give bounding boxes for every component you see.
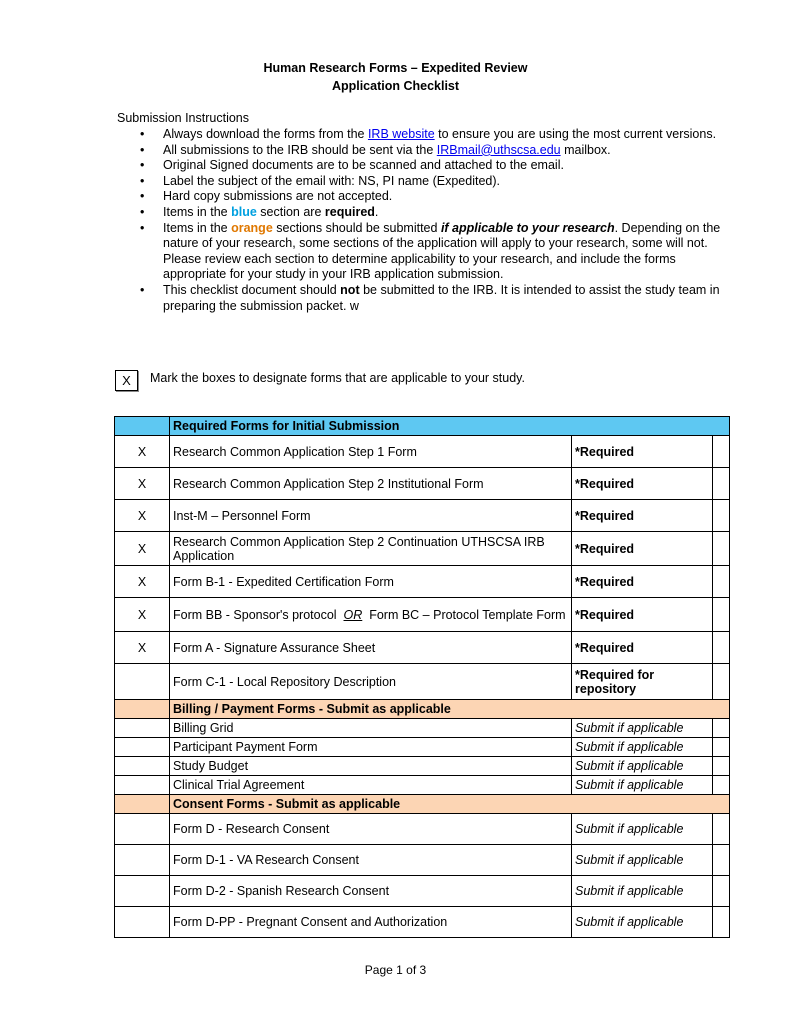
form-name: Research Common Application Step 1 Form: [170, 436, 572, 468]
instruction-item: • Label the subject of the email with: NS, PI name (Expedited).: [140, 174, 730, 190]
form-checkbox[interactable]: [115, 664, 170, 700]
mark-instructions: Mark the boxes to designate forms that are applicable to your study.: [150, 371, 525, 385]
table-row: [115, 876, 730, 907]
example-checkbox[interactable]: X: [115, 370, 138, 391]
form-checkbox[interactable]: [115, 719, 170, 738]
form-check-cell[interactable]: [713, 907, 730, 938]
forms-checklist-table: [114, 416, 730, 938]
instruction-item: • All submissions to the IRB should be sent via the IRBmail@uthscsa.edu mailbox.: [140, 143, 730, 159]
orange-keyword: orange: [231, 220, 273, 235]
form-check-cell[interactable]: [713, 468, 730, 500]
section-header-billing: Billing / Payment Forms - Submit as applicable: [115, 700, 730, 719]
form-check-cell[interactable]: [713, 598, 730, 632]
form-name: Study Budget: [170, 757, 572, 776]
instruction-item: • This checklist document should not be submitted to the IRB. It is intended to assist the study team in preparing the submission packet. w: [140, 283, 730, 314]
form-checkbox[interactable]: X: [115, 468, 170, 500]
form-name: Clinical Trial Agreement: [170, 776, 572, 795]
form-checkbox[interactable]: [115, 757, 170, 776]
form-checkbox[interactable]: X: [115, 500, 170, 532]
table-row: [115, 719, 730, 738]
form-check-cell[interactable]: [713, 776, 730, 795]
form-check-cell[interactable]: [713, 566, 730, 598]
table-row: [115, 598, 730, 632]
form-name: Form B-1 - Expedited Certification Form: [170, 566, 572, 598]
or-emphasis: OR: [343, 607, 363, 622]
table-row: [115, 500, 730, 532]
form-check-cell[interactable]: [713, 632, 730, 664]
form-check-cell[interactable]: [713, 814, 730, 845]
form-status: *Required for repository: [572, 664, 713, 700]
table-row: [115, 738, 730, 757]
blue-keyword: blue: [231, 204, 257, 219]
table-row: [115, 468, 730, 500]
table-row: [115, 532, 730, 566]
form-status: Submit if applicable: [572, 845, 713, 876]
table-row: [115, 757, 730, 776]
section-header-consent: Consent Forms - Submit as applicable: [115, 795, 730, 814]
form-status: Submit if applicable: [572, 776, 713, 795]
form-check-cell[interactable]: [713, 757, 730, 776]
form-name: Research Common Application Step 2 Continuation UTHSCSA IRB Application: [170, 532, 572, 566]
form-check-cell[interactable]: [713, 719, 730, 738]
instructions-heading: Submission Instructions: [117, 111, 250, 125]
form-status: *Required: [572, 566, 713, 598]
form-check-cell[interactable]: [713, 845, 730, 876]
table-row: [115, 814, 730, 845]
instruction-item: • Items in the blue section are required.: [140, 205, 730, 221]
form-checkbox[interactable]: [115, 776, 170, 795]
form-status: *Required: [572, 500, 713, 532]
form-name: Research Common Application Step 2 Institutional Form: [170, 468, 572, 500]
form-checkbox[interactable]: X: [115, 532, 170, 566]
form-check-cell[interactable]: [713, 532, 730, 566]
applicable-emphasis: if applicable to your research: [440, 220, 615, 235]
irb-email-link[interactable]: IRBmail@uthscsa.edu: [436, 142, 561, 157]
form-name: Billing Grid: [170, 719, 572, 738]
table-row: [115, 776, 730, 795]
form-status: *Required: [572, 468, 713, 500]
form-name: Form D-1 - VA Research Consent: [170, 845, 572, 876]
table-row: [115, 907, 730, 938]
instruction-item: • Hard copy submissions are not accepted.: [140, 189, 730, 205]
table-row: [115, 632, 730, 664]
form-status: Submit if applicable: [572, 814, 713, 845]
document-title: Human Research Forms – Expedited Review: [263, 61, 528, 75]
form-name: Form BB - Sponsor's protocol OR Form BC – Protocol Template Form: [170, 598, 572, 632]
form-checkbox[interactable]: [115, 814, 170, 845]
table-row: [115, 436, 730, 468]
form-check-cell[interactable]: [713, 664, 730, 700]
form-name: Inst-M – Personnel Form: [170, 500, 572, 532]
form-status: *Required: [572, 436, 713, 468]
form-name: Form A - Signature Assurance Sheet: [170, 632, 572, 664]
form-checkbox[interactable]: [115, 876, 170, 907]
instruction-item: • Original Signed documents are to be scanned and attached to the email.: [140, 158, 730, 174]
form-name: Form C-1 - Local Repository Description: [170, 664, 572, 700]
not-keyword: not: [340, 282, 360, 297]
form-name: Form D-2 - Spanish Research Consent: [170, 876, 572, 907]
section-header-required: Required Forms for Initial Submission: [115, 417, 730, 436]
form-status: Submit if applicable: [572, 738, 713, 757]
form-checkbox[interactable]: X: [115, 566, 170, 598]
form-name: Form D - Research Consent: [170, 814, 572, 845]
form-name: Participant Payment Form: [170, 738, 572, 757]
form-checkbox[interactable]: [115, 907, 170, 938]
form-checkbox[interactable]: X: [115, 598, 170, 632]
required-keyword: required: [324, 204, 375, 219]
form-status: *Required: [572, 632, 713, 664]
instructions-list: [140, 127, 730, 314]
page-number: Page 1 of 3: [364, 963, 427, 977]
form-checkbox[interactable]: [115, 845, 170, 876]
irb-website-link[interactable]: IRB website: [367, 127, 435, 141]
instruction-item: • Always download the forms from the IRB website to ensure you are using the most current versions.: [140, 127, 730, 143]
table-row: [115, 845, 730, 876]
form-status: *Required: [572, 532, 713, 566]
form-check-cell[interactable]: [713, 500, 730, 532]
form-status: Submit if applicable: [572, 907, 713, 938]
form-checkbox[interactable]: X: [115, 436, 170, 468]
table-row: [115, 566, 730, 598]
instruction-item: • Items in the orange sections should be submitted if applicable to your research. Depending on the nature of your research, some sections of the application will apply to your research, some will not. Please review each section to determine applicability to your research, and include the forms appropriate for your study in your IRB application submission.: [140, 221, 730, 283]
form-checkbox[interactable]: [115, 738, 170, 757]
form-check-cell[interactable]: [713, 876, 730, 907]
form-status: Submit if applicable: [572, 876, 713, 907]
form-name: Form D-PP - Pregnant Consent and Authorization: [170, 907, 572, 938]
form-status: *Required: [572, 598, 713, 632]
table-row: [115, 664, 730, 700]
form-checkbox[interactable]: X: [115, 632, 170, 664]
form-check-cell[interactable]: [713, 738, 730, 757]
form-status: Submit if applicable: [572, 757, 713, 776]
document-subtitle: Application Checklist: [331, 79, 460, 93]
form-check-cell[interactable]: [713, 436, 730, 468]
form-status: Submit if applicable: [572, 719, 713, 738]
